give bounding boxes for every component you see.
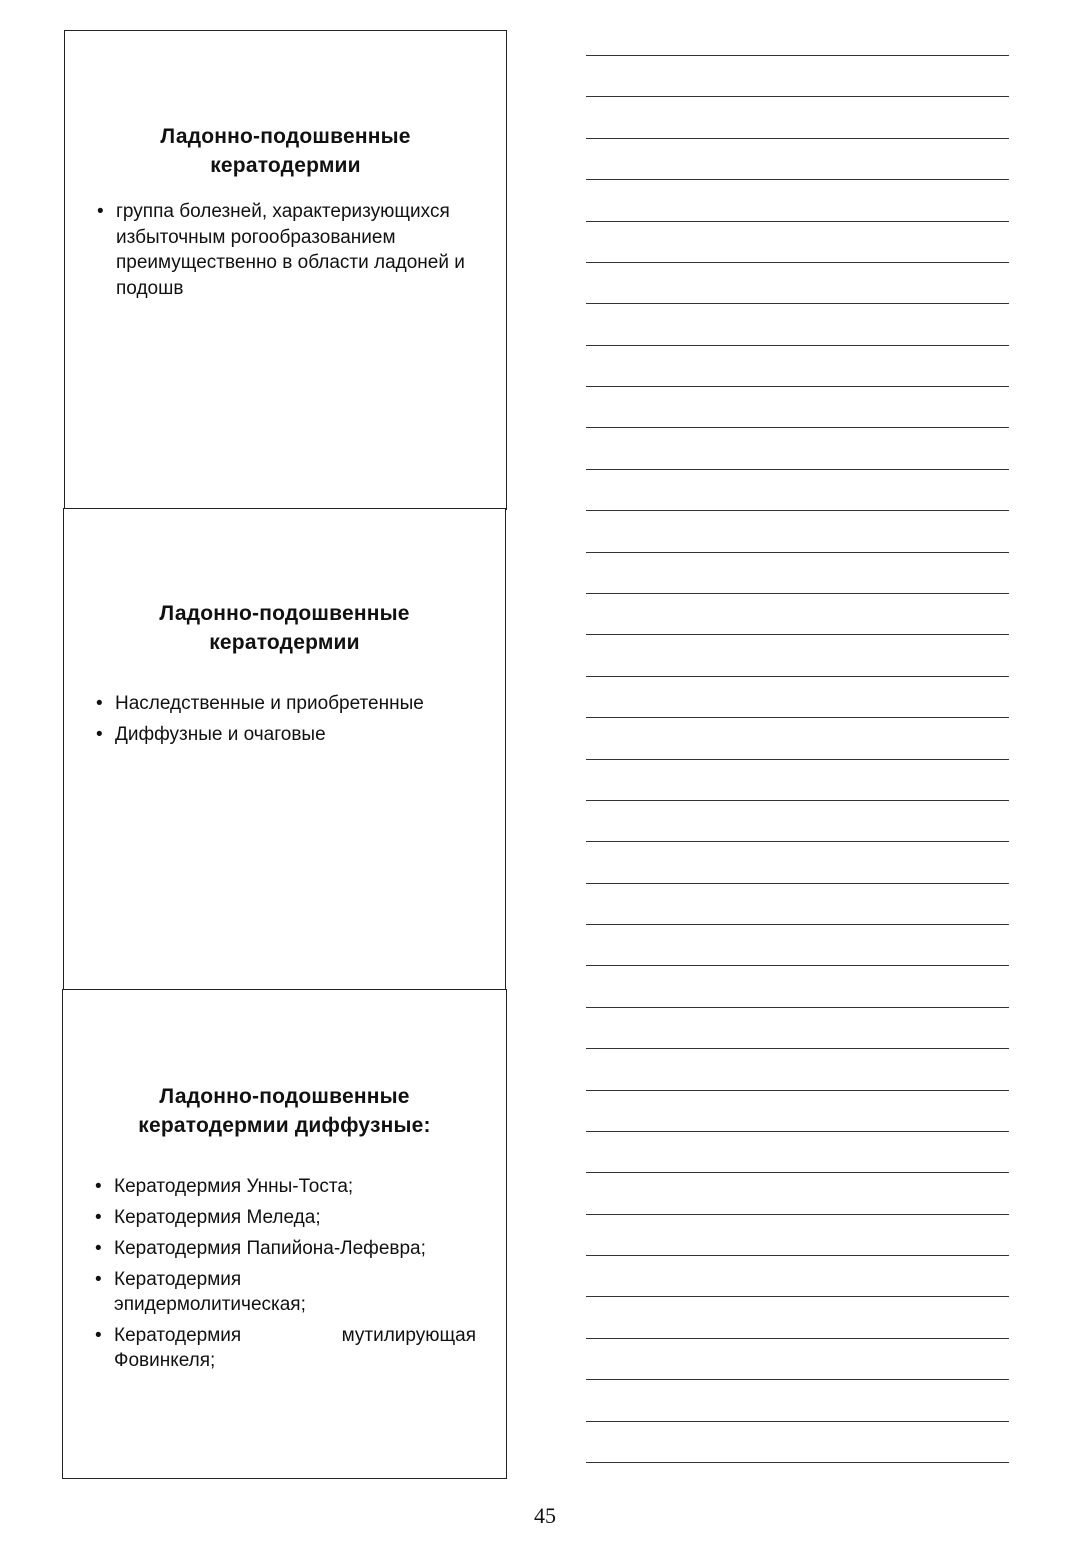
bullet-list bbox=[96, 691, 475, 753]
slide-title bbox=[65, 122, 506, 180]
note-line bbox=[586, 510, 1009, 511]
note-line bbox=[586, 179, 1009, 180]
note-line bbox=[586, 303, 1009, 304]
slide-2 bbox=[63, 508, 506, 991]
note-line bbox=[586, 1462, 1009, 1463]
note-line bbox=[586, 1048, 1009, 1049]
bullet-item: • Кератодермия мутилирующая Фовинкеля; bbox=[95, 1323, 476, 1373]
bullet-item: • Кератодермия Унны-Тоста; bbox=[95, 1174, 476, 1199]
bullet-item: • Кератодермия Меледа; bbox=[95, 1205, 476, 1230]
bullet-item: • Наследственные и приобретенные bbox=[96, 691, 475, 716]
note-line bbox=[586, 221, 1009, 222]
note-line bbox=[586, 1338, 1009, 1339]
slide-title-line: кератодермии диффузные: bbox=[138, 1114, 431, 1137]
slide-title bbox=[63, 1082, 506, 1140]
note-line bbox=[586, 1296, 1009, 1297]
note-line bbox=[586, 552, 1009, 553]
note-line bbox=[586, 717, 1009, 718]
note-line bbox=[586, 1131, 1009, 1132]
note-line bbox=[586, 1421, 1009, 1422]
slide-title bbox=[64, 599, 505, 657]
slide-title-line: Ладонно-подошвенные bbox=[160, 125, 411, 148]
note-line bbox=[586, 1007, 1009, 1008]
note-line bbox=[586, 593, 1009, 594]
slide-title-line: Ладонно-подошвенные bbox=[159, 602, 410, 625]
note-line bbox=[586, 965, 1009, 966]
note-line bbox=[586, 138, 1009, 139]
slide-title-line: кератодермии bbox=[210, 154, 361, 177]
note-line bbox=[586, 262, 1009, 263]
note-line bbox=[586, 676, 1009, 677]
slide-3 bbox=[62, 989, 507, 1479]
note-line bbox=[586, 386, 1009, 387]
note-line bbox=[586, 345, 1009, 346]
slide-title-line: кератодермии bbox=[209, 631, 360, 654]
bullet-item: • Кератодермия эпидермолитическая; bbox=[95, 1267, 299, 1317]
note-line bbox=[586, 883, 1009, 884]
note-line bbox=[586, 800, 1009, 801]
bullet-item: • Диффузные и очаговые bbox=[96, 722, 475, 747]
page-number: 45 bbox=[534, 1503, 556, 1528]
note-line bbox=[586, 1255, 1009, 1256]
bullet-list bbox=[97, 199, 476, 301]
note-line bbox=[586, 924, 1009, 925]
note-line bbox=[586, 1090, 1009, 1091]
note-line bbox=[586, 55, 1009, 56]
note-line bbox=[586, 634, 1009, 635]
note-line bbox=[586, 96, 1009, 97]
notes-area bbox=[586, 0, 1010, 1480]
note-line bbox=[586, 759, 1009, 760]
slide-title-line: Ладонно-подошвенные bbox=[159, 1085, 410, 1108]
note-line bbox=[586, 1172, 1009, 1173]
bullet-item: • Кератодермия Папийона-Лефевра; bbox=[95, 1236, 476, 1261]
note-line bbox=[586, 427, 1009, 428]
bullet-list bbox=[95, 1174, 476, 1379]
bullet-item: • группа болезней, характеризующихся избыточным рогообразованием преимущественно в области ладоней и подошв bbox=[97, 199, 476, 301]
note-line bbox=[586, 1379, 1009, 1380]
slide-1 bbox=[64, 30, 507, 510]
note-line bbox=[586, 841, 1009, 842]
note-line bbox=[586, 469, 1009, 470]
note-line bbox=[586, 1214, 1009, 1215]
